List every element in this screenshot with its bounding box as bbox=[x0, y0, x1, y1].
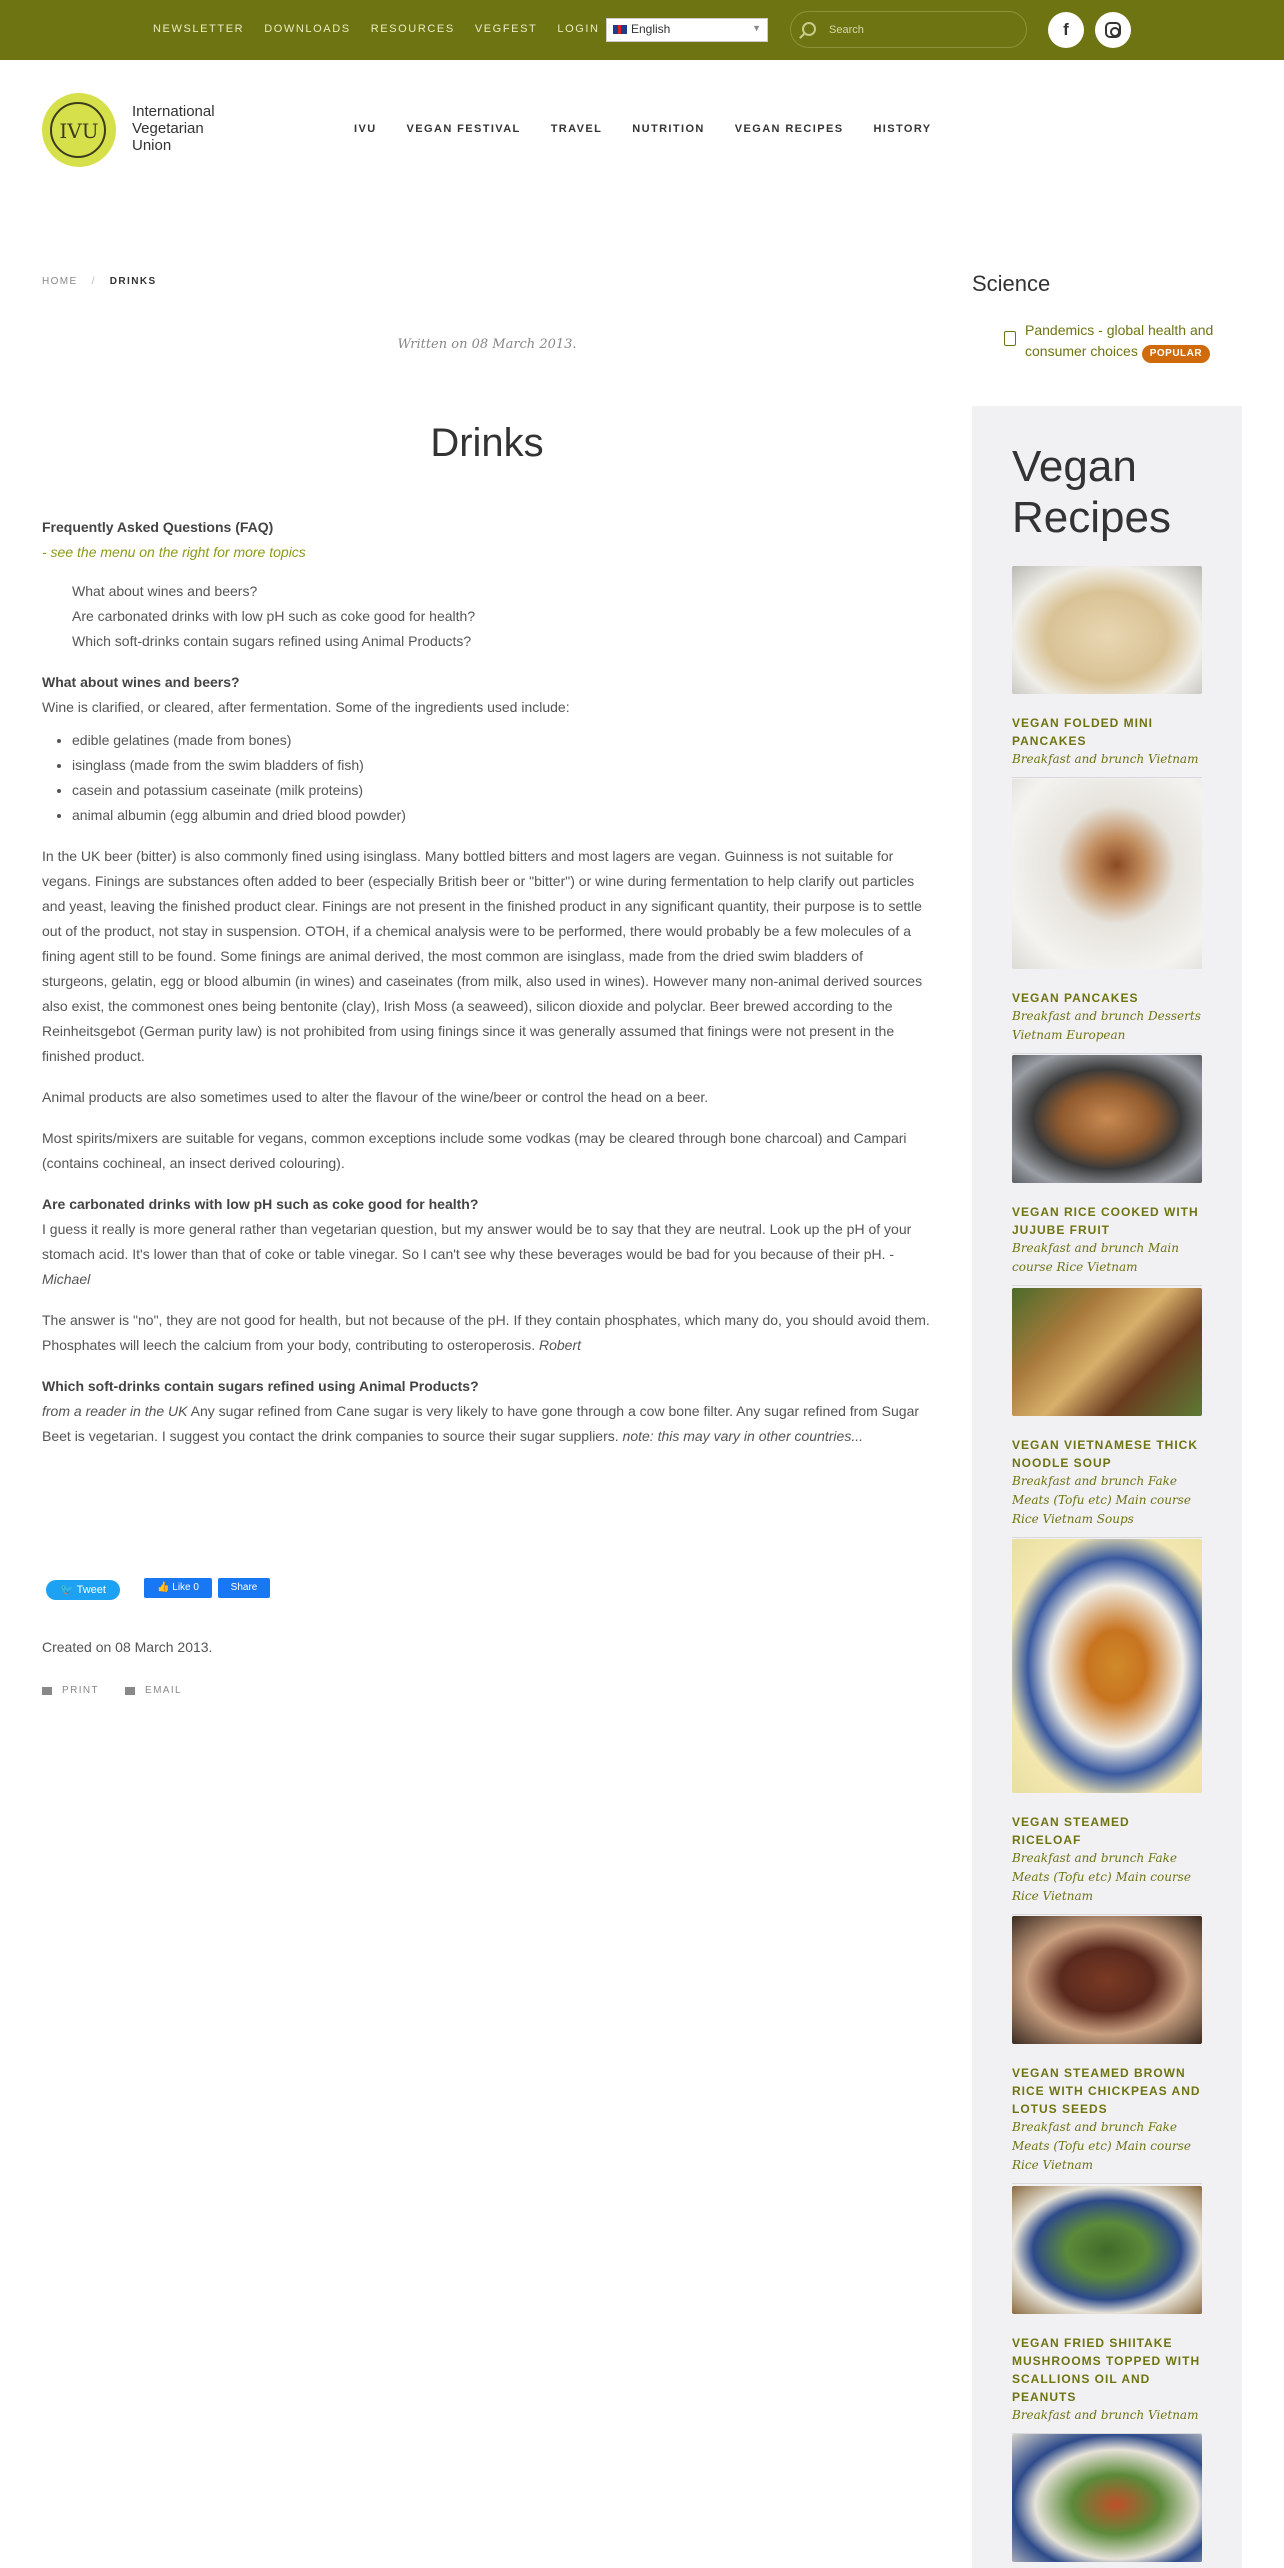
sugar-source: from a reader in the UK bbox=[42, 1403, 188, 1419]
recipe-card[interactable] bbox=[1012, 1288, 1202, 1538]
recipe-card[interactable] bbox=[1012, 2186, 1202, 2434]
coke-paragraph: I guess it really is more general rather than vegetarian question, but my answer would be to say that they are neutral. Look up the pH of your stomach acid. It's lower than that of coke or table vinegar. So I can't see why these beverages would be bad for you because of their pH. - Michael bbox=[42, 1221, 912, 1287]
top-bar bbox=[0, 0, 1284, 60]
recipe-title[interactable]: VEGAN PANCAKES bbox=[1012, 991, 1139, 1005]
wine-heading: What about wines and beers? bbox=[42, 674, 240, 690]
facebook-icon[interactable]: f bbox=[1048, 12, 1084, 48]
main-nav bbox=[354, 123, 962, 135]
recipe-image[interactable] bbox=[1012, 1916, 1202, 2044]
list-item: • edible gelatines (made from bones) bbox=[72, 728, 932, 753]
top-nav-downloads[interactable]: DOWNLOADS bbox=[264, 23, 351, 35]
recipe-image[interactable] bbox=[1012, 566, 1202, 694]
logo-mark: IVU bbox=[59, 119, 99, 143]
coke-heading: Are carbonated drinks with low pH such as coke good for health? bbox=[42, 1196, 479, 1212]
recipe-image[interactable] bbox=[1012, 1288, 1202, 1416]
recipes-heading: Vegan Recipes bbox=[1012, 442, 1171, 542]
page-title: Drinks bbox=[430, 421, 544, 465]
recipe-image[interactable] bbox=[1012, 779, 1202, 969]
sugar-paragraph: from a reader in the UK Any sugar refined from Cane sugar is very likely to have gone through a cow bone filter. Any sugar refined from Sugar Beet is vegetarian. I suggest you contact the drink companies to source their sugar suppliers. note: this may vary in other countries... bbox=[42, 1403, 920, 1444]
recipe-image[interactable] bbox=[1012, 1055, 1202, 1183]
email-button[interactable]: EMAIL bbox=[125, 1685, 182, 1696]
recipe-tags[interactable]: Breakfast and brunch Fake Meats (Tofu etc) Main course Rice Vietnam bbox=[1012, 1851, 1191, 1903]
nav-vegan-recipes[interactable]: VEGAN RECIPES bbox=[734, 123, 844, 135]
recipe-title[interactable]: VEGAN FOLDED MINI PANCAKES bbox=[1012, 716, 1154, 748]
uk-flag-icon bbox=[613, 25, 627, 34]
ivu-logo[interactable] bbox=[42, 93, 116, 167]
answer-author: Robert bbox=[539, 1337, 582, 1353]
faq-heading: Frequently Asked Questions (FAQ) bbox=[42, 519, 274, 535]
search-icon bbox=[802, 22, 816, 36]
beer-paragraph: In the UK beer (bitter) is also commonly fined using isinglass. Many bottled bitters and most lagers are vegan. Guinness is not suitable for vegans. Finings are substances often added to beer (especially British beer or "bitter") or wine during fermentation to help clarify out particles and yeast, leaving the finished product clear. Finings are not present in the finished product in any significant quantity, their purpose is to settle out of the product, not stay in suspension. OTOH, if a chemical analysis were to be performed, there would probably be a few molecules of a fining agent still to be found. Some finings are animal derived, the most common are isinglass, made from the dried swim bladders of sturgeons, gelatin, egg or blood albumin (in wines) and caseinates (from milk, also used in wines). However many non-animal derived sources also exist, the commonest ones being bentonite (clay), Irish Moss (a seaweed), silicon dioxide and polyclar. Beer brewed according to the Reinheitsgebot (German purity law) is not prohibited from using finings since it was generally assumed that finings were not present in the finished product. bbox=[42, 848, 923, 1064]
recipe-card[interactable] bbox=[1012, 566, 1202, 778]
nav-nutrition[interactable]: NUTRITION bbox=[632, 123, 705, 135]
recipe-tags[interactable]: Breakfast and brunch Vietnam bbox=[1012, 2408, 1199, 2422]
breadcrumb-separator: / bbox=[91, 276, 96, 287]
nav-history[interactable]: HISTORY bbox=[873, 123, 932, 135]
recipe-tags[interactable]: Breakfast and brunch Main course Rice Vietnam bbox=[1012, 1241, 1179, 1274]
written-date: Written on 08 March 2013. bbox=[397, 337, 577, 352]
recipe-card[interactable] bbox=[1012, 1055, 1202, 1286]
email-icon bbox=[125, 1687, 135, 1695]
language-select[interactable] bbox=[606, 18, 768, 42]
recipe-title[interactable]: VEGAN FRIED SHIITAKE MUSHROOMS TOPPED WITH SCALLIONS OIL AND PEANUTS bbox=[1012, 2336, 1201, 2404]
answer-paragraph: The answer is "no", they are not good for health, but not because of the pH. If they contain phosphates, which many do, you should avoid them. Phosphates will leech the calcium from your body, contributing to osteroperosis. Robert bbox=[42, 1312, 930, 1353]
sugar-heading: Which soft-drinks contain sugars refined using Animal Products? bbox=[42, 1378, 479, 1394]
nav-ivu[interactable]: IVU bbox=[354, 123, 377, 135]
wine-intro: Wine is clarified, or cleared, after fermentation. Some of the ingredients used include: bbox=[42, 699, 570, 715]
top-nav bbox=[153, 23, 620, 35]
breadcrumb-current: DRINKS bbox=[109, 276, 157, 287]
org-name[interactable]: International Vegetarian Union bbox=[132, 103, 215, 154]
search-input[interactable] bbox=[829, 21, 1009, 39]
tweet-button[interactable]: 🐦 Tweet bbox=[46, 1580, 120, 1600]
search-box bbox=[790, 11, 1027, 48]
language-value: English bbox=[631, 22, 671, 36]
science-heading: Science bbox=[972, 271, 1051, 296]
faq-item[interactable]: Which soft-drinks contain sugars refined using Animal Products? bbox=[72, 633, 472, 649]
article-body bbox=[42, 515, 932, 1465]
recipe-tags[interactable]: Breakfast and brunch Desserts Vietnam European bbox=[1012, 1009, 1201, 1042]
list-item: • casein and potassium caseinate (milk proteins) bbox=[72, 778, 932, 803]
recipe-card[interactable] bbox=[1012, 1539, 1202, 1915]
list-item: • animal albumin (egg albumin and dried blood powder) bbox=[72, 803, 932, 828]
article-actions bbox=[42, 1685, 208, 1696]
recipe-title[interactable]: VEGAN RICE COOKED WITH JUJUBE FRUIT bbox=[1012, 1205, 1199, 1237]
spirits-paragraph: Most spirits/mixers are suitable for vegans, common exceptions include some vodkas (may be cleared through bone charcoal) and Campari (contains cochineal, an insect derived colouring). bbox=[42, 1130, 907, 1171]
recipe-tags[interactable]: Breakfast and brunch Vietnam bbox=[1012, 752, 1199, 766]
top-nav-vegfest[interactable]: VEGFEST bbox=[474, 23, 538, 35]
faq-item[interactable]: What about wines and beers? bbox=[72, 583, 258, 599]
instagram-icon[interactable] bbox=[1095, 12, 1131, 48]
breadcrumb-home[interactable]: HOME bbox=[42, 276, 78, 287]
chevron-down-icon: ▼ bbox=[752, 23, 761, 33]
recipe-tags[interactable]: Breakfast and brunch Fake Meats (Tofu etc) Main course Rice Vietnam Soups bbox=[1012, 1474, 1191, 1526]
top-nav-newsletter[interactable]: NEWSLETTER bbox=[153, 23, 245, 35]
recipe-card[interactable] bbox=[1012, 2434, 1202, 2562]
recipe-image[interactable] bbox=[1012, 2186, 1202, 2314]
faq-item[interactable]: Are carbonated drinks with low pH such as coke good for health? bbox=[72, 608, 476, 624]
nav-vegan-festival[interactable]: VEGAN FESTIVAL bbox=[406, 123, 521, 135]
recipe-title[interactable]: VEGAN STEAMED BROWN RICE WITH CHICKPEAS AND LOTUS SEEDS bbox=[1012, 2066, 1201, 2116]
flavour-paragraph: Animal products are also sometimes used to alter the flavour of the wine/beer or control the head on a beer. bbox=[42, 1089, 709, 1105]
nav-travel[interactable]: TRAVEL bbox=[550, 123, 603, 135]
recipe-card[interactable] bbox=[1012, 779, 1202, 1054]
created-date: Created on 08 March 2013. bbox=[42, 1639, 213, 1655]
list-item: • isinglass (made from the swim bladders of fish) bbox=[72, 753, 932, 778]
breadcrumb bbox=[42, 276, 157, 287]
faq-list bbox=[72, 579, 932, 654]
faq-note: - see the menu on the right for more topics bbox=[42, 544, 306, 560]
recipe-title[interactable]: VEGAN STEAMED RICELOAF bbox=[1012, 1815, 1130, 1847]
popular-badge: POPULAR bbox=[1142, 345, 1210, 363]
top-nav-resources[interactable]: RESOURCES bbox=[370, 23, 455, 35]
recipe-title[interactable]: VEGAN VIETNAMESE THICK NOODLE SOUP bbox=[1012, 1438, 1199, 1470]
top-nav-login[interactable]: LOGIN bbox=[557, 23, 600, 35]
recipe-image[interactable] bbox=[1012, 2434, 1202, 2562]
recipe-image[interactable] bbox=[1012, 1539, 1202, 1793]
coke-author: Michael bbox=[42, 1271, 91, 1287]
print-icon bbox=[42, 1687, 52, 1695]
facebook-like-button[interactable]: 👍 Like 0 bbox=[144, 1578, 212, 1598]
science-link[interactable]: Pandemics - global health and consumer choices POPULAR bbox=[1003, 320, 1238, 363]
sugar-note: note: this may vary in other countries... bbox=[622, 1428, 863, 1444]
print-button[interactable]: PRINT bbox=[42, 1685, 99, 1696]
recipe-tags[interactable]: Breakfast and brunch Fake Meats (Tofu etc) Main course Rice Vietnam bbox=[1012, 2120, 1191, 2172]
facebook-share-button[interactable]: Share bbox=[218, 1578, 270, 1598]
recipe-card[interactable] bbox=[1012, 1916, 1202, 2184]
wine-ingredients-list bbox=[72, 728, 932, 828]
vegan-recipes-panel bbox=[972, 406, 1242, 2568]
